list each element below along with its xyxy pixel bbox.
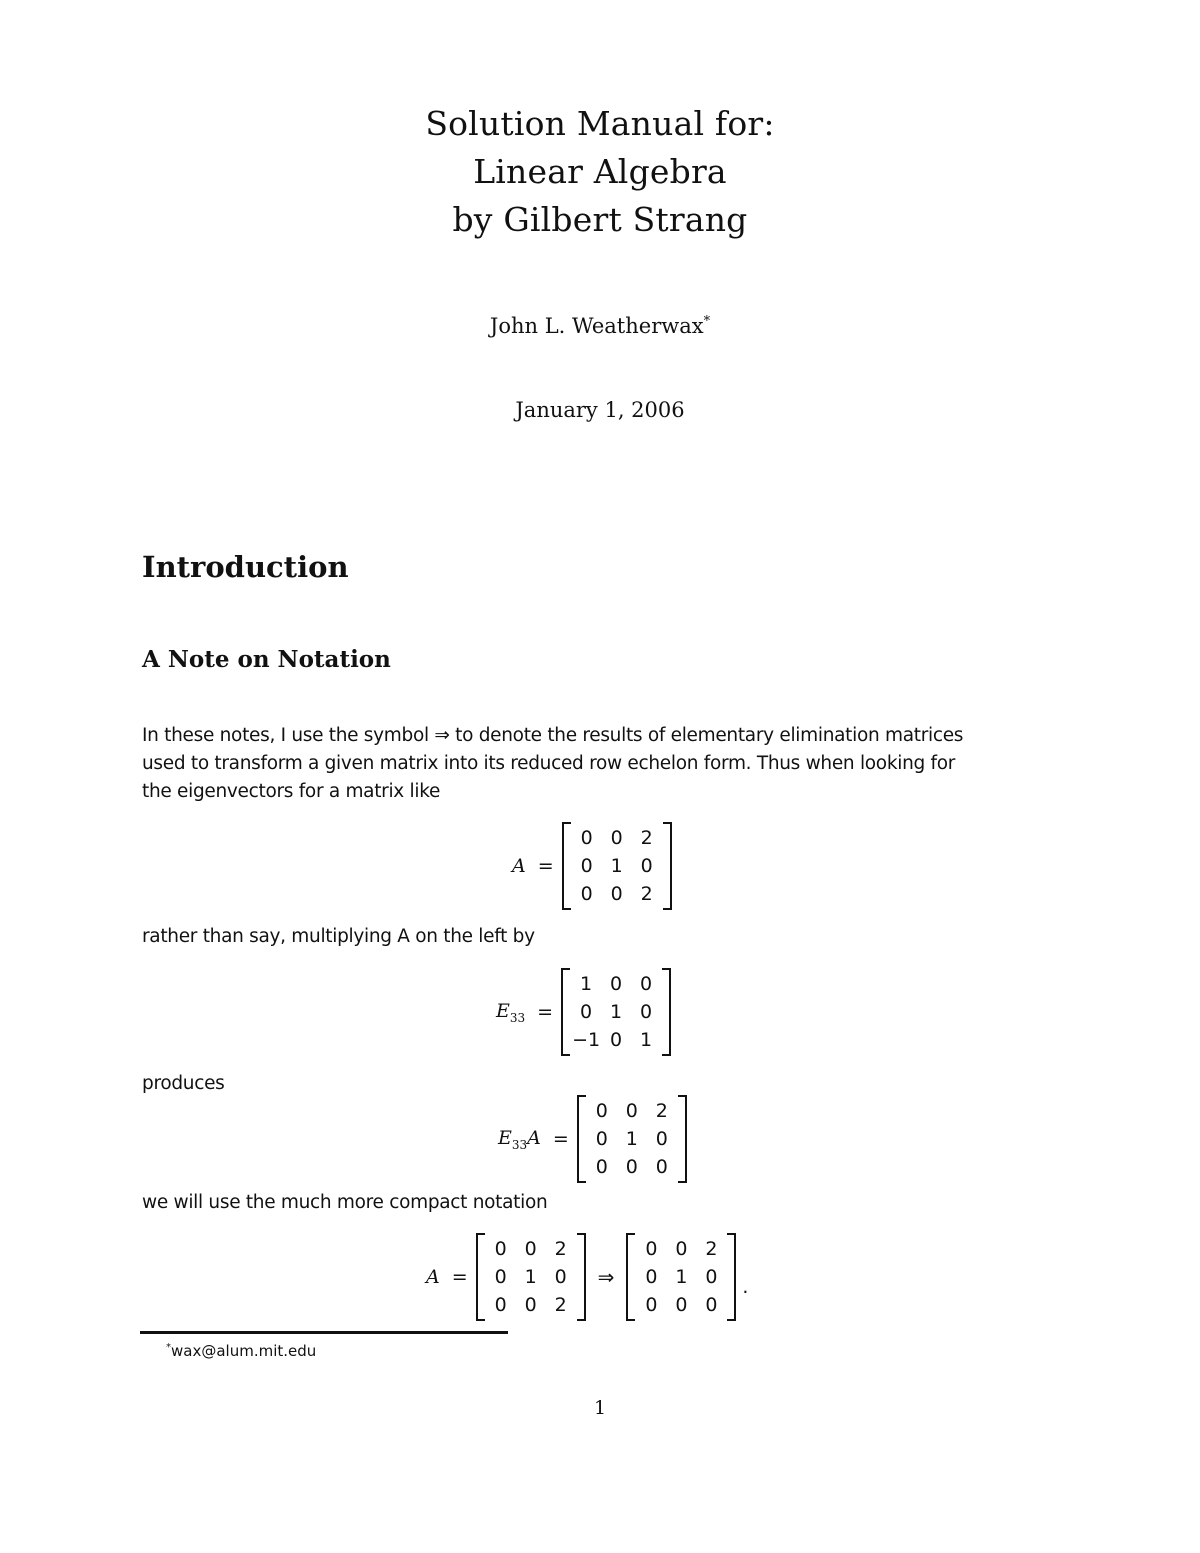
date: January 1, 2006 — [515, 398, 685, 422]
matrix-e33: 1 0 0 0 1 0 −1 0 1 — [561, 968, 671, 1056]
equation-a — [512, 822, 672, 910]
title-line-3: by Gilbert Strang — [452, 200, 748, 239]
text-compact-notation: we will use the much more compact notation — [142, 1192, 548, 1213]
author-name: John L. Weatherwax — [489, 314, 704, 338]
implies-arrow-icon: ⇒ — [597, 1265, 615, 1289]
equals-sign: = — [451, 1266, 468, 1288]
page-number: 1 — [593, 1397, 607, 1419]
text-rather-than: rather than say, multiplying A on the left by — [142, 926, 535, 947]
title-line-1: Solution Manual for: — [425, 104, 775, 143]
trailing-period: . — [742, 1276, 749, 1298]
matrix-left: 0 0 2 0 1 0 0 0 2 — [476, 1233, 586, 1321]
equals-sign: = — [552, 1128, 569, 1150]
matrix-a: 0 0 2 0 1 0 0 0 2 — [562, 822, 672, 910]
equation-e33a — [498, 1095, 687, 1183]
equation-e33 — [496, 968, 671, 1056]
paragraph-notation — [142, 722, 1062, 806]
title-line-2: Linear Algebra — [473, 152, 727, 191]
footnote-rule — [140, 1331, 508, 1334]
text-produces: produces — [142, 1073, 225, 1094]
equals-sign: = — [537, 855, 554, 877]
paragraph-line: the eigenvectors for a matrix like — [142, 781, 441, 802]
footnote-email: wax@alum.mit.edu — [171, 1342, 317, 1360]
author-footnote-mark: * — [703, 314, 711, 329]
paragraph-line: used to transform a given matrix into its reduced row echelon form. Thus when looking for — [142, 753, 956, 774]
subsection-heading: A Note on Notation — [142, 646, 391, 673]
equation-lhs: A — [426, 1266, 440, 1288]
equation-lhs: $E_{33}$ — [496, 999, 526, 1025]
matrix-e33a: 0 0 2 0 1 0 0 0 0 — [577, 1095, 687, 1183]
equation-lhs: A — [512, 855, 526, 877]
matrix-right: 0 0 2 0 1 0 0 0 0 — [626, 1233, 736, 1321]
footnote-mark: * — [166, 1342, 171, 1353]
equation-compact — [426, 1233, 748, 1321]
footnote — [166, 1342, 316, 1360]
author — [0, 314, 1200, 338]
paragraph-line: In these notes, I use the symbol ⇒ to denote the results of elementary elimination matrices — [142, 725, 964, 746]
section-heading: Introduction — [142, 550, 349, 584]
equals-sign: = — [537, 1001, 554, 1023]
equation-lhs: $E_{33}A$ — [498, 1126, 541, 1152]
